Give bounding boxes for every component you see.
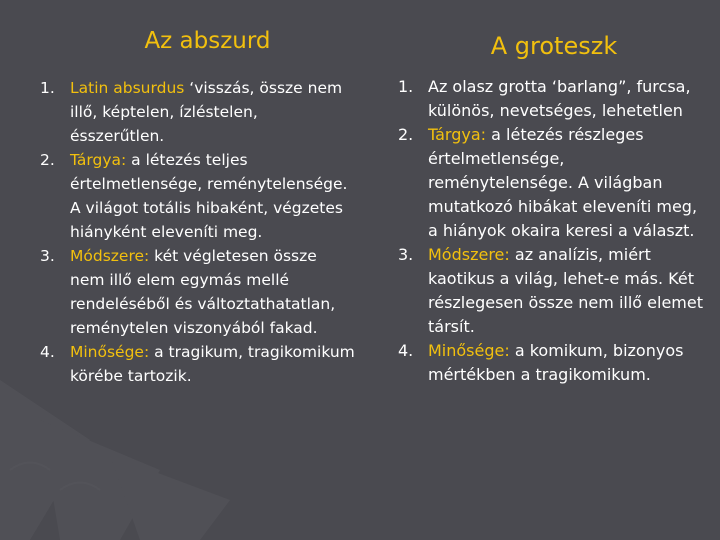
item-number: 3. <box>40 246 55 265</box>
item-text: ‘visszás, össze nem illő, képtelen, ízléstelen, ésszerűtlen. <box>70 78 343 145</box>
item-keyword: Tárgya: <box>428 124 487 144</box>
list-item <box>398 243 710 339</box>
list-groteszk <box>398 75 710 387</box>
item-keyword: Minősége: <box>70 342 150 361</box>
column-abszurd <box>40 28 355 388</box>
item-number: 2. <box>398 124 414 144</box>
item-number: 2. <box>40 150 55 169</box>
item-number: 1. <box>40 78 55 97</box>
heading-groteszk: A groteszk <box>490 32 618 60</box>
item-keyword: Módszere: <box>70 246 150 265</box>
item-text: Az olasz grotta ‘barlang”, furcsa, különös, nevetséges, lehetetlen <box>428 76 691 120</box>
item-keyword: Módszere: <box>428 244 510 264</box>
item-text: két végletesen össze nem illő elem egymás mellé rendeléséből és változtathatatlan, reménytelen viszonyából fakad. <box>70 246 336 337</box>
list-item <box>398 339 710 387</box>
item-text: a komikum, bizonyos mértékben a tragikomikum. <box>428 340 684 384</box>
item-text: a tragikum, tragikomikum körébe tartozik. <box>70 342 355 385</box>
item-text: a létezés teljes értelmetlensége, reménytelensége. A világot totális hibaként, végzetes hiányként eleveníti meg. <box>70 150 348 241</box>
item-number: 4. <box>398 340 414 360</box>
list-item <box>398 123 710 243</box>
item-keyword: Minősége: <box>428 340 510 360</box>
item-number: 4. <box>40 342 55 361</box>
list-item <box>398 75 710 123</box>
list-item <box>40 244 355 340</box>
item-number: 1. <box>398 76 414 96</box>
item-keyword: Tárgya: <box>70 150 127 169</box>
item-keyword: Latin absurdus <box>70 78 185 97</box>
list-abszurd <box>40 76 355 388</box>
list-item <box>40 148 355 244</box>
item-number: 3. <box>398 244 414 264</box>
column-groteszk <box>398 28 710 387</box>
list-item <box>40 76 355 148</box>
heading-abszurd: Az abszurd <box>144 28 271 54</box>
item-text: a létezés részleges értelmetlensége, reménytelensége. A világban mutatkozó hibákat eleveníti meg, a hiányok okaira keresi a választ. <box>428 124 698 240</box>
item-text: az analízis, miért kaotikus a világ, lehet-e más. Két részlegesen össze nem illő elemet társít. <box>428 244 703 336</box>
list-item <box>40 340 355 388</box>
